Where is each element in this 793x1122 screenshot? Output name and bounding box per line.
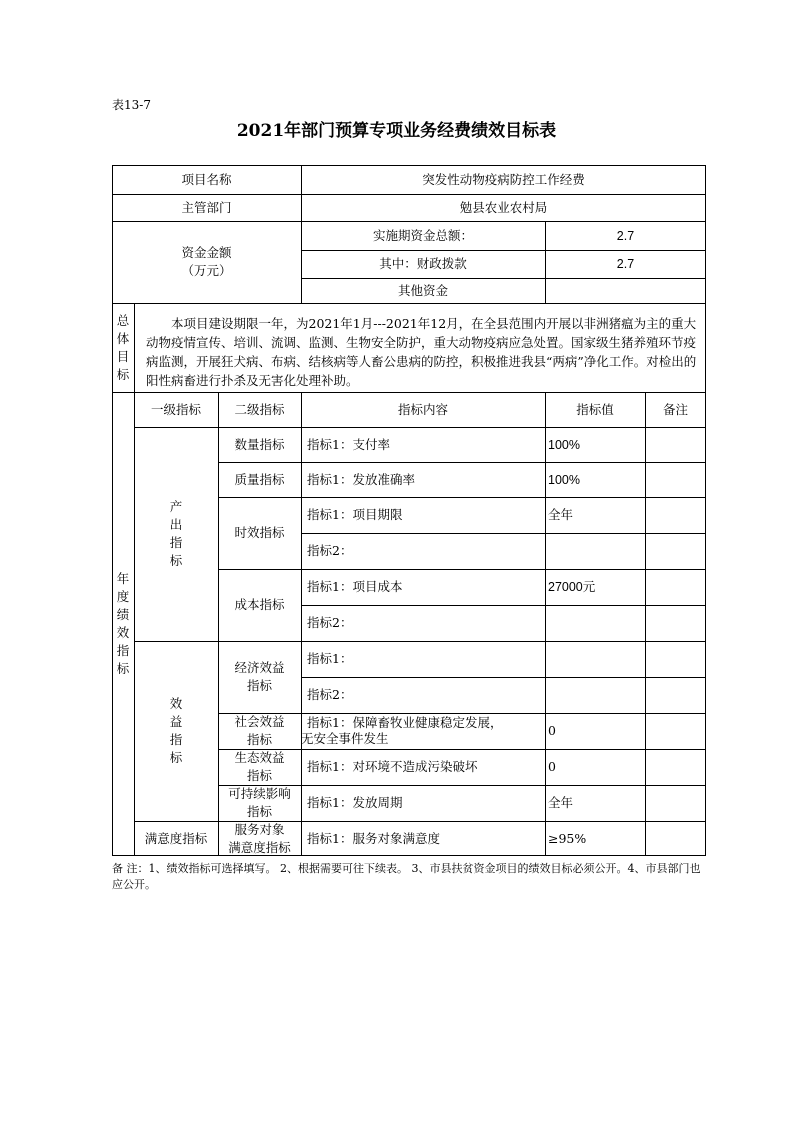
fiscal-amount-value: 2.7 [616,257,635,271]
other-funds-label: 其他资金 [397,282,448,298]
indicator-content: 指标2： [307,687,353,702]
objective-label-char: 总 [116,312,130,328]
objective-text: 本项目建设期限一年，为2021年1月---2021年12月，在全县范围内开展以非洲猪瘟为主的重大动物疫情宣传、培训、流调、监测、生物安全防护，重大动物疫病应急处置。国家级生猪养殖环节疫病监测，开展狂犬病、布病、结核病等人畜公患病的防控，积极推进我县“两病”净化工作。对检出的阳性病畜进行扑杀及无害化处理补助。 [146,316,697,388]
column-header-level1: 一级指标 [150,401,201,417]
amount-label-line1: 资金金额 [181,245,232,260]
social-benefit-label [218,713,301,749]
indicator-content: 指标2： [307,615,353,630]
indicator-content: 指标1：项目成本 [307,579,403,594]
indicator-content [301,713,545,749]
service-satisfaction-line1: 服务对象 [234,821,285,837]
ecological-benefit-line1: 生态效益 [234,750,285,765]
indicator-value [545,533,645,569]
indicator-content: 指标1：对环境不造成污染破坏 [307,759,478,774]
objective-label-char: 体 [116,330,130,346]
indicator-content-line2: 无安全事件发生 [301,731,389,746]
service-satisfaction-line2: 满意度指标 [228,839,291,855]
social-benefit-line1: 社会效益 [234,714,285,729]
fiscal-amount-label: 其中：财政拨款 [379,256,467,271]
output-indicators-label [134,427,218,641]
department-label: 主管部门 [181,199,232,215]
ecological-benefit-label [218,749,301,785]
total-amount-value: 2.7 [616,228,635,243]
column-header-level2: 二级指标 [234,401,285,417]
sustainability-line1: 可持续影响 [228,786,291,801]
department-value: 勉县农业农村局 [459,199,548,215]
indicator-value: 0 [548,723,556,738]
quality-indicator-label: 质量指标 [234,471,285,487]
objective-label [112,303,134,392]
project-name-label: 项目名称 [181,171,232,187]
benefit-label-char: 效 [169,696,183,711]
performance-table [112,165,706,856]
timeliness-indicator-label: 时效指标 [234,525,285,540]
objective-label-char: 目 [116,348,130,364]
output-label-char: 指 [169,535,183,550]
section-label-char: 指 [116,643,130,658]
benefit-label-char: 指 [169,732,183,747]
indicator-content: 指标1：发放周期 [307,795,403,810]
section-label-char: 效 [116,625,130,640]
column-header-value: 指标值 [576,401,614,417]
indicator-content: 指标1： [307,651,353,666]
indicator-value: 100% [548,472,580,487]
output-label-char: 出 [169,517,183,532]
output-label-char: 标 [169,553,183,568]
cost-indicator-label: 成本指标 [234,597,285,612]
column-header-remark: 备注 [662,401,688,417]
annual-indicators-label [112,392,134,856]
amount-label [112,221,301,303]
benefit-indicators-label [134,641,218,821]
section-label-char: 度 [116,589,130,604]
indicator-value: ≥95% [548,830,587,846]
output-label-char: 产 [169,499,183,514]
benefit-label-char: 益 [169,714,183,729]
indicator-content: 指标1：服务对象满意度 [307,830,440,846]
economic-benefit-line1: 经济效益 [234,660,285,675]
indicator-value [545,605,645,641]
table-number: 表13-7 [112,98,151,112]
satisfaction-indicators-label: 满意度指标 [144,830,208,846]
indicator-content: 指标1：发放准确率 [307,471,415,487]
indicator-value [545,677,645,713]
other-funds-value [545,278,706,303]
indicator-value [545,641,645,677]
economic-benefit-label [218,641,301,713]
indicator-value: 全年 [548,795,574,810]
indicator-value: 100% [548,437,580,452]
benefit-label-char: 标 [169,750,183,765]
objective-label-char: 标 [116,366,130,382]
total-amount-label: 实施期资金总额： [372,227,473,243]
social-benefit-line2: 指标 [246,732,272,747]
indicator-content: 指标1：项目期限 [307,507,403,522]
indicator-content-line1: 指标1：保障畜牧业健康稳定发展， [307,715,503,730]
ecological-benefit-line2: 指标 [246,768,272,783]
section-label-char: 标 [116,661,130,676]
column-header-content: 指标内容 [397,401,448,417]
indicator-content: 指标2： [307,543,353,558]
sustainability-line2: 指标 [246,804,272,819]
page-title: 2021年部门预算专项业务经费绩效目标表 [236,121,557,141]
indicator-value: 全年 [548,507,574,522]
indicator-value: 0 [548,759,556,774]
indicator-content: 指标1：支付率 [307,436,390,452]
project-name-value: 突发性动物疫病防控工作经费 [422,171,585,187]
section-label-char: 年 [116,571,130,586]
section-label-char: 绩 [116,607,130,622]
service-satisfaction-label [218,821,301,856]
indicator-value: 27000元 [548,580,596,594]
footnote: 备 注：1、绩效指标可选择填写。 2、根据需要可往下续表。 3、市县扶贫资金项目的绩效目标必须公开。4、市县部门也应公开。 [112,862,701,891]
amount-label-line2: （万元） [181,263,232,278]
economic-benefit-line2: 指标 [246,678,272,693]
sustainability-label [218,785,301,821]
quantity-indicator-label: 数量指标 [234,436,285,452]
